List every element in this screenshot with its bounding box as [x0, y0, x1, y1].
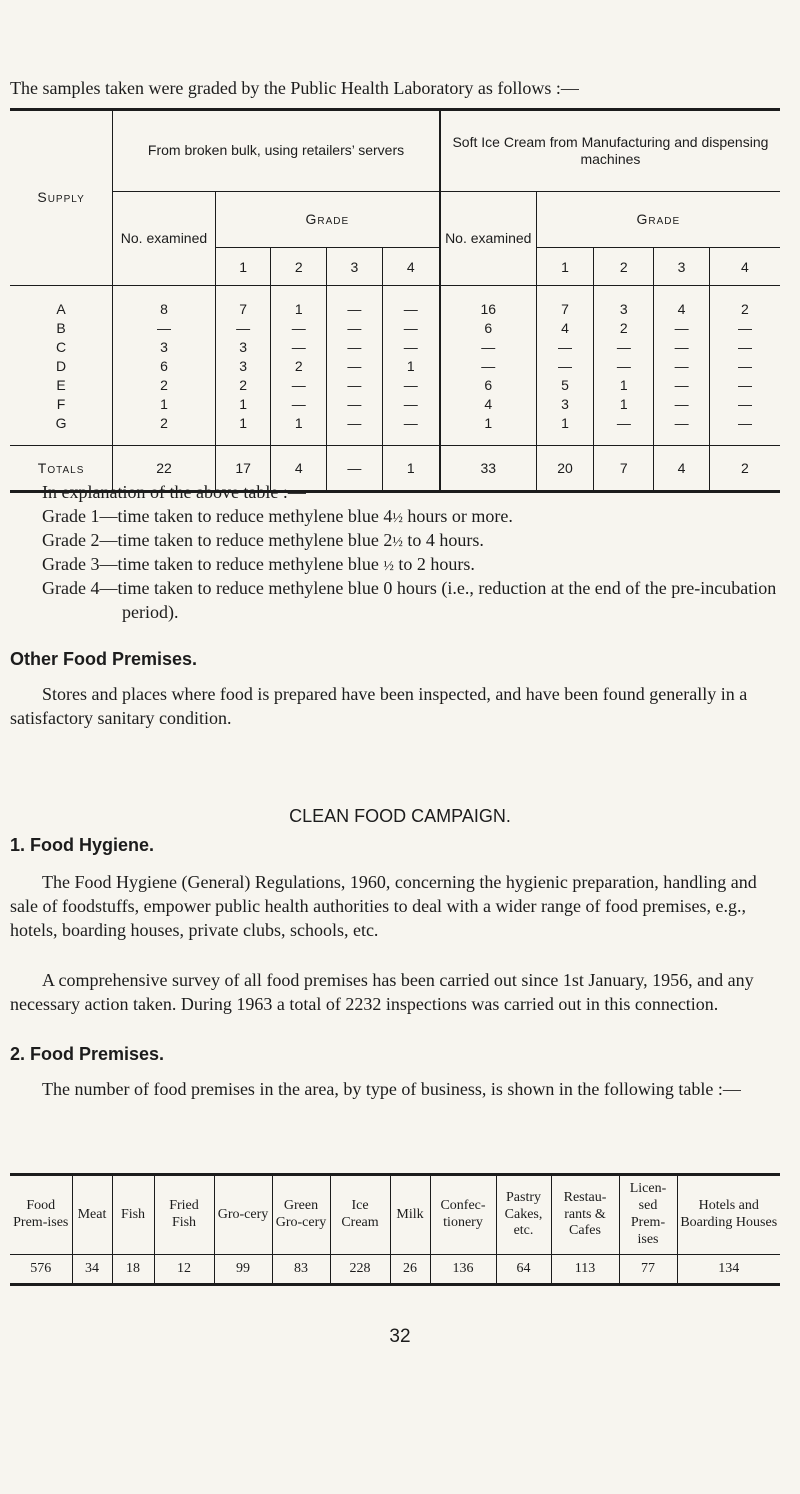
table-cell: — [271, 338, 327, 357]
table-cell: 1 [536, 414, 594, 446]
grade-fraction: ½ [392, 535, 403, 550]
grade-2-explanation [42, 528, 782, 555]
column-header: Gro-cery [214, 1175, 272, 1255]
table-cell: 77 [619, 1255, 677, 1285]
table-cell: — [709, 395, 780, 414]
table-cell: 3 [113, 338, 216, 357]
food-hygiene-paragraph-1: The Food Hygiene (General) Regulations, 1960, concerning the hygienic preparation, handling and sale of foodstuffs, empower public health authorities to deal with a wider range of food premises, e.g., hotels, boarding houses, private clubs, schools, etc. [10, 872, 757, 940]
grading-table [10, 108, 780, 493]
table-cell: 16 [440, 286, 536, 320]
table-cell: 134 [677, 1255, 780, 1285]
totals-cell: — [327, 446, 383, 492]
supply-label: A [56, 301, 66, 317]
table-cell: — [271, 395, 327, 414]
column-header: Licen-sed Prem-ises [619, 1175, 677, 1255]
broken-bulk-header: From broken bulk, using retailers’ servers [113, 110, 440, 192]
table-cell: — [594, 357, 654, 376]
table-cell: 1 [382, 357, 440, 376]
table-cell: — [271, 376, 327, 395]
column-header: Pastry Cakes, etc. [496, 1175, 551, 1255]
grade-4-explanation: Grade 4—time taken to reduce methylene blue 0 hours (i.e., reduction at the end of the pre-incubation period). [42, 578, 777, 622]
food-premises-table [10, 1173, 780, 1286]
totals-cell: 4 [654, 446, 710, 492]
table-cell: — [654, 319, 710, 338]
table-row [10, 376, 780, 395]
column-header: Milk [390, 1175, 430, 1255]
table-cell: — [594, 414, 654, 446]
totals-cell: 4 [271, 446, 327, 492]
table-cell: 8 [113, 286, 216, 320]
grade-text: Grade 3—time taken to reduce methylene blue [42, 554, 384, 574]
table-row [10, 357, 780, 376]
table-cell: 18 [112, 1255, 154, 1285]
table-cell: — [382, 286, 440, 320]
grade-header: Grade [215, 192, 440, 248]
intro-text: The samples taken were graded by the Public Health Laboratory as follows :— [10, 78, 579, 98]
table-cell: 4 [654, 286, 710, 320]
table-row [10, 319, 780, 338]
table-cell: — [654, 414, 710, 446]
table-cell: — [382, 414, 440, 446]
totals-cell: 1 [382, 446, 440, 492]
table-cell: 1 [594, 376, 654, 395]
table-cell: — [440, 338, 536, 357]
table-cell: 3 [215, 338, 271, 357]
table-cell: — [536, 338, 594, 357]
grade-col-header: 2 [594, 248, 654, 286]
table-row [10, 414, 780, 446]
grade-col-header: 2 [271, 248, 327, 286]
table-cell: 1 [113, 395, 216, 414]
totals-label: Totals [10, 446, 113, 492]
supply-label: B [56, 320, 66, 336]
column-header: Food Prem-ises [13, 1198, 69, 1230]
table-cell: 2 [271, 357, 327, 376]
table-row [10, 338, 780, 357]
table-cell: 2 [113, 414, 216, 446]
table-cell: — [654, 395, 710, 414]
food-premises-values-row [10, 1255, 780, 1285]
grade-text: to 4 hours. [402, 530, 484, 550]
table-cell: 2 [113, 376, 216, 395]
totals-cell: 20 [536, 446, 594, 492]
table-cell: — [709, 376, 780, 395]
column-header: Confec-tionery [430, 1175, 496, 1255]
column-header: Ice Cream [330, 1175, 390, 1255]
table-row [10, 395, 780, 414]
table-cell: — [271, 319, 327, 338]
table-cell: 83 [272, 1255, 330, 1285]
table-cell: — [709, 319, 780, 338]
table-cell: 136 [430, 1255, 496, 1285]
food-premises-header-row [10, 1175, 780, 1255]
totals-cell: 33 [440, 446, 536, 492]
table-cell: 2 [709, 286, 780, 320]
table-cell: 3 [215, 357, 271, 376]
table-cell: 6 [440, 319, 536, 338]
other-food-heading: Other Food Premises. [10, 649, 198, 669]
food-hygiene-heading: 1. Food Hygiene. [10, 835, 155, 855]
table-cell: — [327, 357, 383, 376]
totals-cell: 17 [215, 446, 271, 492]
table-cell: 1 [271, 286, 327, 320]
table-cell: — [327, 338, 383, 357]
table-cell: 1 [215, 414, 271, 446]
table-cell: — [382, 338, 440, 357]
column-header: Meat [72, 1175, 112, 1255]
no-examined-header: No. examined [440, 192, 536, 286]
grade-col-header: 1 [215, 248, 271, 286]
table-cell: 64 [496, 1255, 551, 1285]
table-cell: — [709, 357, 780, 376]
column-header: Green Gro-cery [272, 1175, 330, 1255]
table-cell: 7 [215, 286, 271, 320]
totals-cell: 2 [709, 446, 780, 492]
table-cell: — [709, 338, 780, 357]
grade-text: Grade 1—time taken to reduce methylene blue 4 [42, 506, 393, 526]
grade-col-header: 3 [654, 248, 710, 286]
other-food-text: Stores and places where food is prepared have been inspected, and have been found generally in a satisfactory sanitary condition. [10, 684, 748, 728]
column-header: Restau-rants & Cafes [551, 1175, 619, 1255]
table-cell: — [327, 376, 383, 395]
supply-label: G [55, 415, 67, 431]
food-premises-heading: 2. Food Premises. [10, 1044, 165, 1064]
table-cell: — [382, 376, 440, 395]
grade-fraction: ½ [392, 511, 403, 526]
table-cell: 7 [536, 286, 594, 320]
table-cell: — [654, 357, 710, 376]
table-row [10, 286, 780, 320]
table-cell: 26 [390, 1255, 430, 1285]
table-cell: 2 [594, 319, 654, 338]
food-premises-paragraph: The number of food premises in the area, by type of business, is shown in the following table :— [42, 1079, 741, 1099]
table-cell: — [113, 319, 216, 338]
table-cell: — [215, 319, 271, 338]
grade-header: Grade [536, 192, 780, 248]
supply-label: C [56, 339, 67, 355]
campaign-heading: CLEAN FOOD CAMPAIGN. [289, 806, 511, 826]
totals-cell: 22 [113, 446, 216, 492]
page-number: 32 [389, 1326, 411, 1347]
table-cell: 228 [330, 1255, 390, 1285]
table-cell: 12 [154, 1255, 214, 1285]
table-cell: — [709, 414, 780, 446]
grade-text: to 2 hours. [393, 554, 475, 574]
table-cell: 4 [536, 319, 594, 338]
table-cell: — [654, 338, 710, 357]
grade-col-header: 1 [536, 248, 594, 286]
table-cell: 113 [551, 1255, 619, 1285]
grade-3-explanation [42, 552, 782, 579]
supply-label: F [56, 396, 66, 412]
grade-fraction: ½ [383, 559, 394, 574]
column-header: Fish [112, 1175, 154, 1255]
table-cell: 4 [440, 395, 536, 414]
table-cell: 1 [215, 395, 271, 414]
grade-col-header: 3 [327, 248, 383, 286]
table-cell: 1 [271, 414, 327, 446]
grade-col-header: 4 [382, 248, 440, 286]
grade-text: Grade 2—time taken to reduce methylene blue 2 [42, 530, 393, 550]
table-cell: 3 [536, 395, 594, 414]
table-cell: — [327, 286, 383, 320]
table-cell: 5 [536, 376, 594, 395]
table-cell: 6 [440, 376, 536, 395]
table-cell: — [654, 376, 710, 395]
explanation-intro: In explanation of the above table :— [42, 482, 306, 502]
supply-header: Supply [10, 110, 113, 286]
soft-ice-cream-header: Soft Ice Cream from Manufacturing and dispensing machines [440, 110, 780, 192]
grade-col-header: 4 [709, 248, 780, 286]
food-hygiene-paragraph-2: A comprehensive survey of all food premises has been carried out since 1st January, 1956, and any necessary action taken. During 1963 a total of 2232 inspections was carried out in this connection. [10, 970, 754, 1014]
table-cell: 1 [440, 414, 536, 446]
table-cell: — [327, 414, 383, 446]
table-cell: — [536, 357, 594, 376]
table-cell: — [382, 395, 440, 414]
table-cell: 3 [594, 286, 654, 320]
table-cell: 99 [214, 1255, 272, 1285]
no-examined-header: No. examined [113, 192, 216, 286]
supply-label: D [56, 358, 67, 374]
table-cell: — [382, 319, 440, 338]
table-cell: — [594, 338, 654, 357]
table-cell: — [327, 319, 383, 338]
table-cell: — [327, 395, 383, 414]
grade-text: hours or more. [402, 506, 513, 526]
column-header: Hotels and Boarding Houses [677, 1175, 780, 1255]
table-cell: — [440, 357, 536, 376]
table-cell: 576 [10, 1255, 72, 1285]
table-cell: 2 [215, 376, 271, 395]
table-cell: 1 [594, 395, 654, 414]
table-cell: 6 [113, 357, 216, 376]
table-cell: 34 [72, 1255, 112, 1285]
totals-cell: 7 [594, 446, 654, 492]
supply-label: E [56, 377, 66, 393]
grade-1-explanation [42, 504, 782, 531]
column-header: Fried Fish [154, 1175, 214, 1255]
